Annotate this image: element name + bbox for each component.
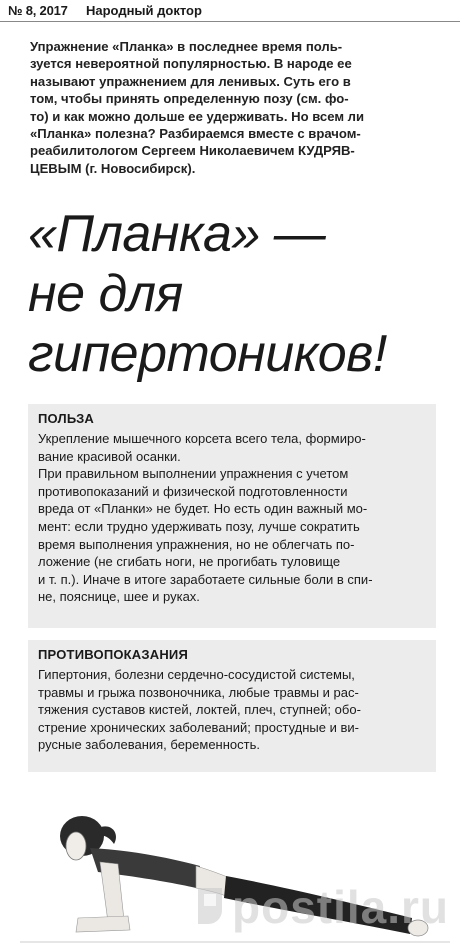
watermark-logo-icon	[192, 884, 232, 928]
face-shape	[66, 832, 86, 860]
lead-line: том, чтобы принять определенную позу (см. фо-	[30, 91, 349, 107]
benefit-line: ложение (не сгибать ноги, не прогибать туловище	[38, 554, 341, 570]
contraindications-heading: ПРОТИВОПОКАЗАНИЯ	[38, 647, 189, 662]
benefit-text	[38, 430, 428, 606]
header-rule	[0, 21, 460, 22]
benefit-line: вание красивой осанки.	[38, 448, 181, 464]
title-line: не для	[28, 265, 183, 323]
title-line: «Планка» —	[28, 205, 326, 263]
benefit-line: время выполнения упражнения, но не облегчать по-	[38, 536, 355, 552]
contraindications-box	[28, 640, 436, 772]
lead-line: называют упражнением для ленивых. Суть его в	[30, 73, 351, 89]
page-header	[0, 0, 460, 22]
issue-number: № 8, 2017	[8, 3, 68, 18]
contraindications-text	[38, 666, 428, 754]
benefit-line: вреда от «Планки» не будет. Но есть один важный мо-	[38, 501, 368, 517]
article-title	[28, 204, 448, 384]
lead-line: «Планка» полезна? Разбираемся вместе с врачом-	[30, 126, 361, 142]
lead-line: то) и как можно дольше ее удерживать. Но всем ли	[30, 108, 365, 124]
lead-line: зуется невероятной популярностью. В народе ее	[30, 56, 352, 72]
title-line: гипертоников!	[28, 325, 387, 383]
contraindications-line: тяжения суставов кистей, локтей, плеч, ступней; обо-	[38, 702, 361, 718]
publication-name: Народный доктор	[86, 3, 202, 18]
benefit-heading: ПОЛЬЗА	[38, 411, 95, 426]
benefit-line: мент: если трудно удерживать позу, лучше сократить	[38, 518, 360, 534]
benefit-line: противопоказаний и физической подготовленности	[38, 483, 348, 499]
contraindications-line: стрение хронических заболеваний; простудные и ви-	[38, 719, 359, 735]
benefit-box	[28, 404, 436, 628]
contraindications-line: русные заболевания, беременность.	[38, 737, 260, 753]
benefit-line: и т. п.). Иначе в итоге заработаете сильные боли в спи-	[38, 571, 373, 587]
benefit-line: Укрепление мышечного корсета всего тела, формиро-	[38, 431, 366, 446]
benefit-line: не, пояснице, шее и руках.	[38, 589, 200, 605]
lead-paragraph	[30, 38, 440, 177]
contraindications-line: Гипертония, болезни сердечно-сосудистой системы,	[38, 667, 355, 682]
lead-line: Упражнение «Планка» в последнее время поль-	[30, 39, 343, 54]
lead-line: реабилитологом Сергеем Николаевичем КУДРЯВ-	[30, 143, 355, 159]
contraindications-line: травмы и грыжа позвоночника, любые травмы и рас-	[38, 684, 359, 700]
forearm-shape	[76, 916, 130, 932]
lead-line: ЦЕВЫМ (г. Новосибирск).	[30, 160, 196, 176]
watermark-text: postila.ru	[232, 881, 450, 933]
benefit-line: При правильном выполнении упражнения с учетом	[38, 466, 349, 482]
